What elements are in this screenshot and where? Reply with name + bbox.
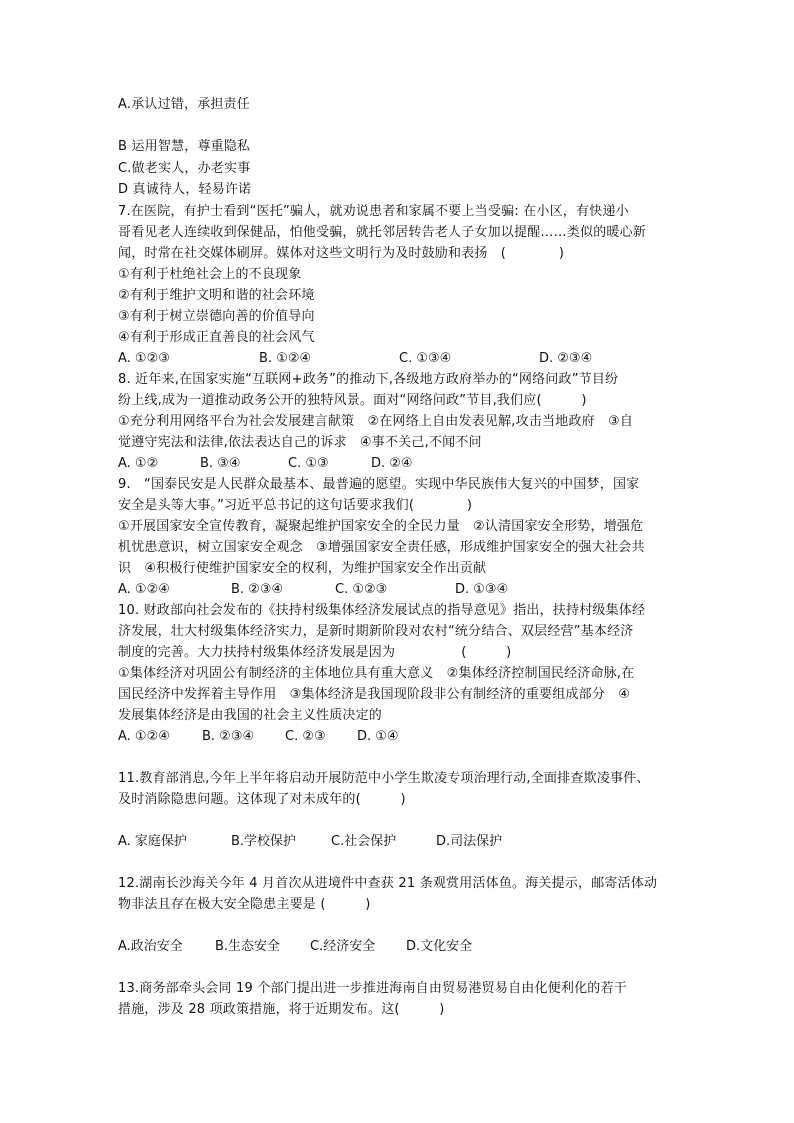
q9-choice-b: B. ②③④	[231, 582, 284, 597]
q9-stem-line: 识 ④积极行使维护国家安全的权利，为维护国家安全作出贡献	[118, 561, 487, 576]
q9-stem-line: 9. “国泰民安是人民群众最基本、最普遍的愿望。实现中华民族伟大复兴的中国梦，国家	[118, 477, 640, 492]
q10-stem-line: 济发展，壮大村级集体经济实力，是新时期新阶段对农村“统分结合、双层经营”基本经济	[118, 624, 634, 639]
q12-choice-b: B.生态安全	[215, 939, 281, 954]
q7-choice-d: D. ②③④	[539, 351, 593, 366]
q12-stem-line: 12.湖南长沙海关今年 4 月首次从进境件中查获 21 条观赏用活体鱼。海关提示，邮寄活体动	[118, 876, 658, 891]
q10-stem-line: ①集体经济对巩固公有制经济的主体地位具有重大意义 ②集体经济控制国民经济命脉,在	[118, 666, 635, 681]
q10-stem-line: 国民经济中发挥着主导作用 ③集体经济是我国现阶段非公有制经济的重要组成部分 ④	[118, 687, 631, 702]
q8-choice-c: C. ①③	[288, 456, 329, 471]
q9-choice-c: C. ①②③	[335, 582, 388, 597]
q7-item: ④有利于形成正直善良的社会风气	[118, 330, 315, 345]
q6-option-c: C.做老实人，办老实事	[118, 161, 251, 176]
q10-choice-b: B. ②③④	[202, 729, 255, 744]
q11-choice-a: A. 家庭保护	[118, 834, 187, 849]
q13-stem-line: 13.商务部牵头会同 19 个部门提出进一步推进海南自由贸易港贸易自由化便利化的若干	[118, 981, 627, 996]
q7-stem-line: 哥看见老人连续收到保健品，怕他受骗，就托邻居转告老人子女加以提醒……类似的暖心新	[118, 225, 647, 240]
q8-choice-d: D. ②④	[371, 456, 413, 471]
q6-option-a: A.承认过错，承担责任	[118, 97, 250, 112]
q9-choice-a: A. ①②④	[118, 582, 170, 597]
q8-stem-line: 纷上线,成为一道推动政务公开的独特风景。面对“网络问政”节目,我们应( )	[118, 393, 587, 408]
q8-stem-line: 8. 近年来,在国家实施“互联网+政务”的推动下,各级地方政府举办的“网络问政”节目纷	[118, 372, 619, 387]
q8-choice-b: B. ③④	[200, 456, 241, 471]
q10-stem-line: 10. 财政部向社会发布的《扶持村级集体经济发展试点的指导意见》指出，扶持村级集体经	[118, 603, 646, 618]
q12-choice-c: C.经济安全	[310, 939, 376, 954]
q7-choice-a: A. ①②③	[118, 351, 170, 366]
q10-choice-c: C. ②③	[285, 729, 326, 744]
q9-stem-line: ①开展国家安全宣传教育，凝聚起维护国家安全的全民力量 ②认清国家安全形势，增强危	[118, 519, 644, 534]
q9-stem-line: 安全是头等大事。”习近平总书记的这句话要求我们( )	[118, 498, 473, 513]
q11-choice-d: D.司法保护	[436, 834, 503, 849]
q7-item: ②有利于维护文明和谐的社会环境	[118, 288, 315, 303]
q8-stem-line: 觉遵守宪法和法律,依法表达自己的诉求 ④事不关己,不闻不问	[118, 435, 482, 450]
q9-choice-d: D. ①③④	[455, 582, 509, 597]
q11-choice-c: C.社会保护	[331, 834, 397, 849]
q10-stem-line: 制度的完善。大力扶持村级集体经济发展是因为 ( )	[118, 645, 512, 660]
q8-choice-a: A. ①②	[118, 456, 159, 471]
q7-stem-line: 7.在医院，有护士看到“医托”骗人，就劝说患者和家属不要上当受骗: 在小区，有快递小	[118, 204, 629, 219]
q7-item: ③有利于树立崇德向善的价值导向	[118, 309, 315, 324]
q8-stem-line: ①充分利用网络平台为社会发展建言献策 ②在网络上自由发表见解,攻击当地政府 ③自	[118, 414, 634, 429]
q10-stem-line: 发展集体经济是由我国的社会主义性质决定的	[118, 708, 383, 723]
q6-option-d: D 真诚待人，轻易许诺	[118, 182, 252, 197]
q12-stem-line: 物非法且存在极大安全隐患主要是 ( )	[118, 897, 371, 912]
q7-choice-b: B. ①②④	[259, 351, 312, 366]
q7-item: ①有利于杜绝社会上的不良现象	[118, 267, 302, 282]
q7-stem-line: 闻，时常在社交媒体刷屏。媒体对这些文明行为及时鼓励和表扬 ( )	[118, 246, 565, 261]
q9-stem-line: 机忧患意识，树立国家安全观念 ③增强国家安全责任感，形成维护国家安全的强大社会共	[118, 540, 645, 555]
q6-option-b: B 运用智慧，尊重隐私	[118, 139, 251, 154]
q12-choice-a: A.政治安全	[118, 939, 183, 954]
q11-stem-line: 及时消除隐患问题。这体现了对未成年的( )	[118, 792, 406, 807]
q13-stem-line: 措施，涉及 28 项政策措施，将于近期发布。这( )	[118, 1002, 445, 1017]
q10-choice-a: A. ①②④	[118, 729, 170, 744]
q10-choice-d: D. ①④	[357, 729, 399, 744]
q11-stem-line: 11.教育部消息,今年上半年将启动开展防范中小学生欺凌专项治理行动,全面排查欺凌事件、	[118, 771, 650, 786]
q7-choice-c: C. ①③④	[399, 351, 452, 366]
q11-choice-b: B.学校保护	[231, 834, 297, 849]
q12-choice-d: D.文化安全	[406, 939, 473, 954]
